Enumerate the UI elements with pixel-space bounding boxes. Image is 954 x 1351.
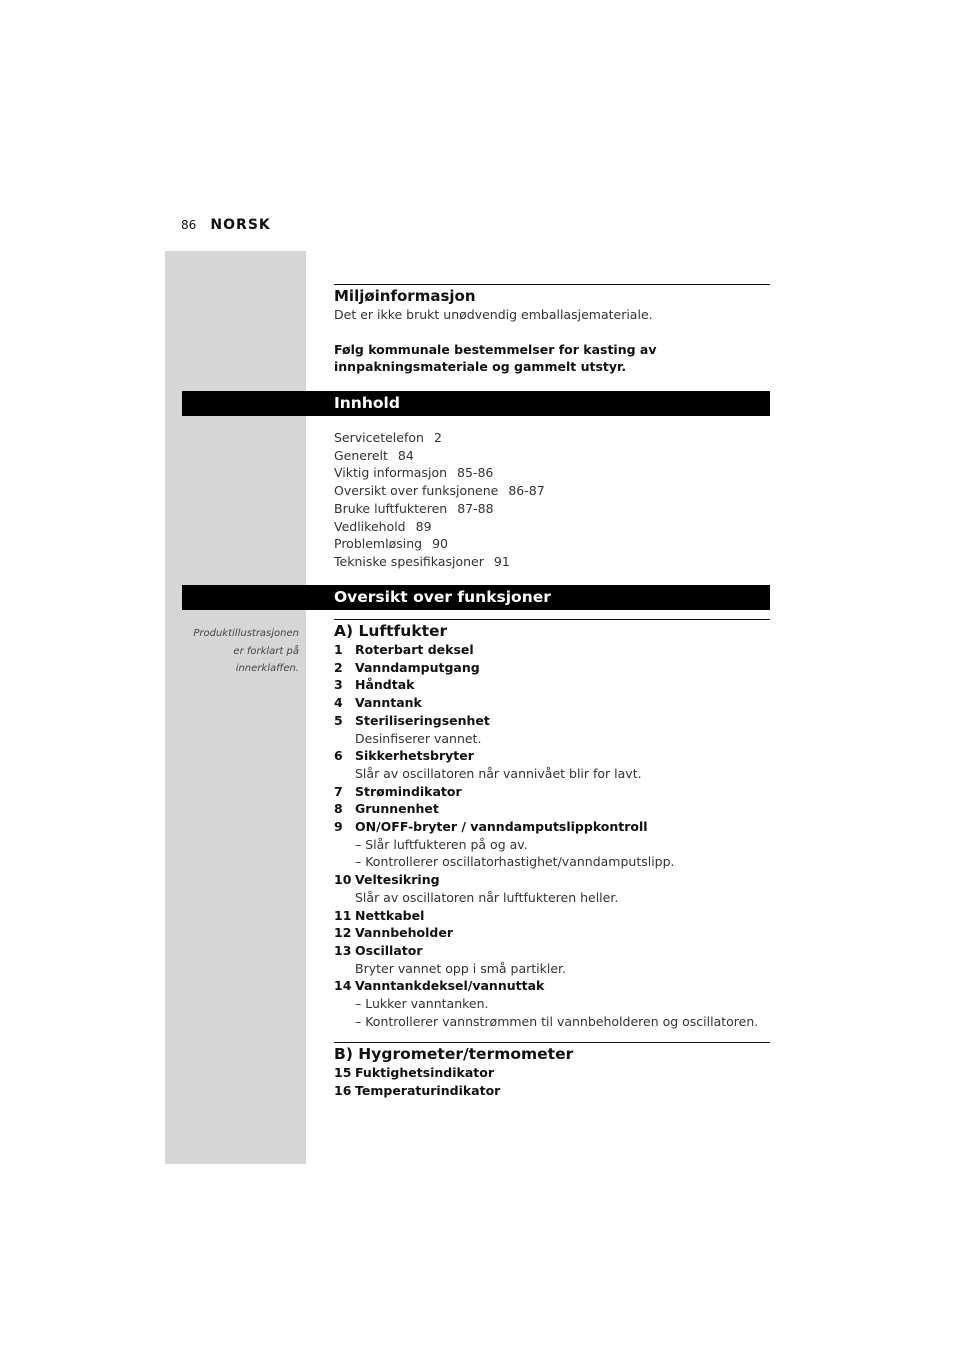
feature-item — [334, 977, 770, 995]
toc-label: Problemløsing — [334, 536, 423, 552]
item-title: Temperaturindikator — [355, 1082, 501, 1098]
item-description: – Kontrollerer oscillatorhastighet/vanndamputslipp. — [355, 854, 675, 870]
item-title: Sikkerhetsbryter — [355, 748, 474, 764]
feature-item — [334, 694, 770, 712]
feature-item — [334, 924, 770, 942]
sidenote-line: er forklart på — [233, 645, 299, 657]
section-rule — [334, 284, 770, 285]
item-title: Steriliseringsenhet — [355, 712, 490, 728]
sidenote — [175, 625, 299, 678]
toc-page: 87-88 — [457, 500, 494, 516]
toc-entry — [334, 447, 770, 465]
item-title: Vannbeholder — [355, 925, 454, 941]
item-number: 3 — [334, 677, 343, 693]
toc-entry — [334, 535, 770, 553]
toc-entry — [334, 518, 770, 536]
item-description: Bryter vannet opp i små partikler. — [355, 960, 567, 976]
toc-entry — [334, 500, 770, 518]
item-title: Vanntankdeksel/vannuttak — [355, 978, 545, 994]
item-number: 4 — [334, 695, 343, 711]
section-rule — [334, 619, 770, 620]
item-number: 2 — [334, 659, 343, 675]
feature-item — [334, 818, 770, 836]
feature-item — [334, 747, 770, 765]
feature-item — [334, 712, 770, 730]
item-number: 6 — [334, 748, 343, 764]
innhold-list — [334, 429, 770, 571]
toc-label: Viktig informasjon — [334, 465, 448, 481]
item-title: Fuktighetsindikator — [355, 1065, 495, 1080]
section-rule — [334, 1042, 770, 1043]
item-title: Håndtak — [355, 677, 415, 693]
section-b-title: B) Hygrometer/termometer — [334, 1045, 574, 1063]
feature-item — [334, 659, 770, 677]
item-description: – Kontrollerer vannstrømmen til vannbeholderen og oscillatoren. — [355, 1013, 759, 1029]
sidenote-line: Produktillustrasjonen — [193, 628, 299, 639]
miljo-section — [334, 287, 770, 376]
item-description: – Slår luftfukteren på og av. — [355, 836, 528, 852]
item-title: Roterbart deksel — [355, 642, 474, 657]
miljo-bold-line-2: innpakningsmateriale og gammelt utstyr. — [334, 359, 627, 375]
toc-page: 90 — [432, 536, 448, 552]
toc-entry — [334, 482, 770, 500]
item-title: Strømindikator — [355, 783, 462, 799]
item-number: 8 — [334, 801, 343, 817]
feature-item — [334, 641, 770, 659]
sidebar-panel — [165, 251, 306, 1164]
page-number: 86 — [181, 218, 197, 232]
section-b-items — [334, 1064, 770, 1099]
item-description: Slår av oscillatoren når vannivået blir for lavt. — [355, 765, 642, 781]
miljo-title: Miljøinformasjon — [334, 287, 476, 305]
item-title: Vanndamputgang — [355, 659, 480, 675]
item-number: 11 — [334, 907, 352, 923]
feature-item — [334, 1064, 770, 1082]
toc-label: Oversikt over funksjonene — [334, 483, 499, 499]
language-label: NORSK — [210, 217, 271, 233]
feature-item — [334, 676, 770, 694]
page-header — [181, 217, 271, 233]
toc-page: 89 — [415, 518, 432, 534]
item-title: ON/OFF-bryter / vanndamputslippkontroll — [355, 819, 648, 835]
toc-entry — [334, 429, 770, 447]
miljo-bold-line-1: Følg kommunale bestemmelser for kasting av — [334, 341, 657, 357]
toc-page: 84 — [397, 447, 414, 463]
oversikt-heading-bar — [182, 585, 770, 610]
item-number: 1 — [334, 642, 343, 657]
feature-item — [334, 1082, 770, 1100]
feature-item — [334, 942, 770, 960]
toc-label: Generelt — [334, 447, 388, 463]
innhold-heading-bar — [182, 391, 770, 416]
sidenote-line: innerklaffen. — [235, 663, 299, 674]
toc-label: Servicetelefon — [334, 430, 424, 445]
section-b — [334, 1044, 770, 1099]
feature-item — [334, 800, 770, 818]
item-number: 12 — [334, 925, 352, 941]
item-number: 7 — [334, 783, 343, 799]
item-title: Oscillator — [355, 942, 423, 958]
miljo-text: Det er ikke brukt unødvendig emballasjemateriale. — [334, 307, 653, 322]
item-number: 16 — [334, 1082, 352, 1098]
toc-page: 86-87 — [508, 483, 545, 499]
section-a — [334, 621, 770, 1030]
toc-page: 85-86 — [457, 465, 494, 481]
toc-label: Bruke luftfukteren — [334, 500, 448, 516]
item-number: 9 — [334, 819, 343, 835]
item-number: 13 — [334, 942, 352, 958]
section-a-items — [334, 641, 770, 1030]
item-title: Veltesikring — [355, 872, 440, 888]
item-description: Desinfiserer vannet. — [355, 730, 482, 746]
toc-entry — [334, 464, 770, 482]
feature-item — [334, 907, 770, 925]
feature-item — [334, 871, 770, 889]
section-a-title: A) Luftfukter — [334, 622, 448, 640]
item-title: Grunnenhet — [355, 801, 439, 817]
item-description: – Lukker vanntanken. — [355, 996, 489, 1012]
feature-item — [334, 783, 770, 801]
innhold-title: Innhold — [334, 394, 400, 412]
toc-entry — [334, 553, 770, 571]
item-description: Slår av oscillatoren når luftfukteren heller. — [355, 889, 619, 905]
toc-label: Vedlikehold — [334, 518, 406, 534]
item-number: 5 — [334, 712, 343, 728]
item-number: 15 — [334, 1065, 352, 1080]
toc-page: 91 — [493, 553, 510, 569]
oversikt-title: Oversikt over funksjoner — [334, 588, 551, 606]
item-title: Vanntank — [355, 695, 422, 711]
toc-page: 2 — [433, 430, 442, 445]
item-title: Nettkabel — [355, 907, 425, 923]
item-number: 10 — [334, 872, 352, 888]
item-number: 14 — [334, 978, 352, 994]
toc-label: Tekniske spesifikasjoner — [334, 553, 484, 569]
